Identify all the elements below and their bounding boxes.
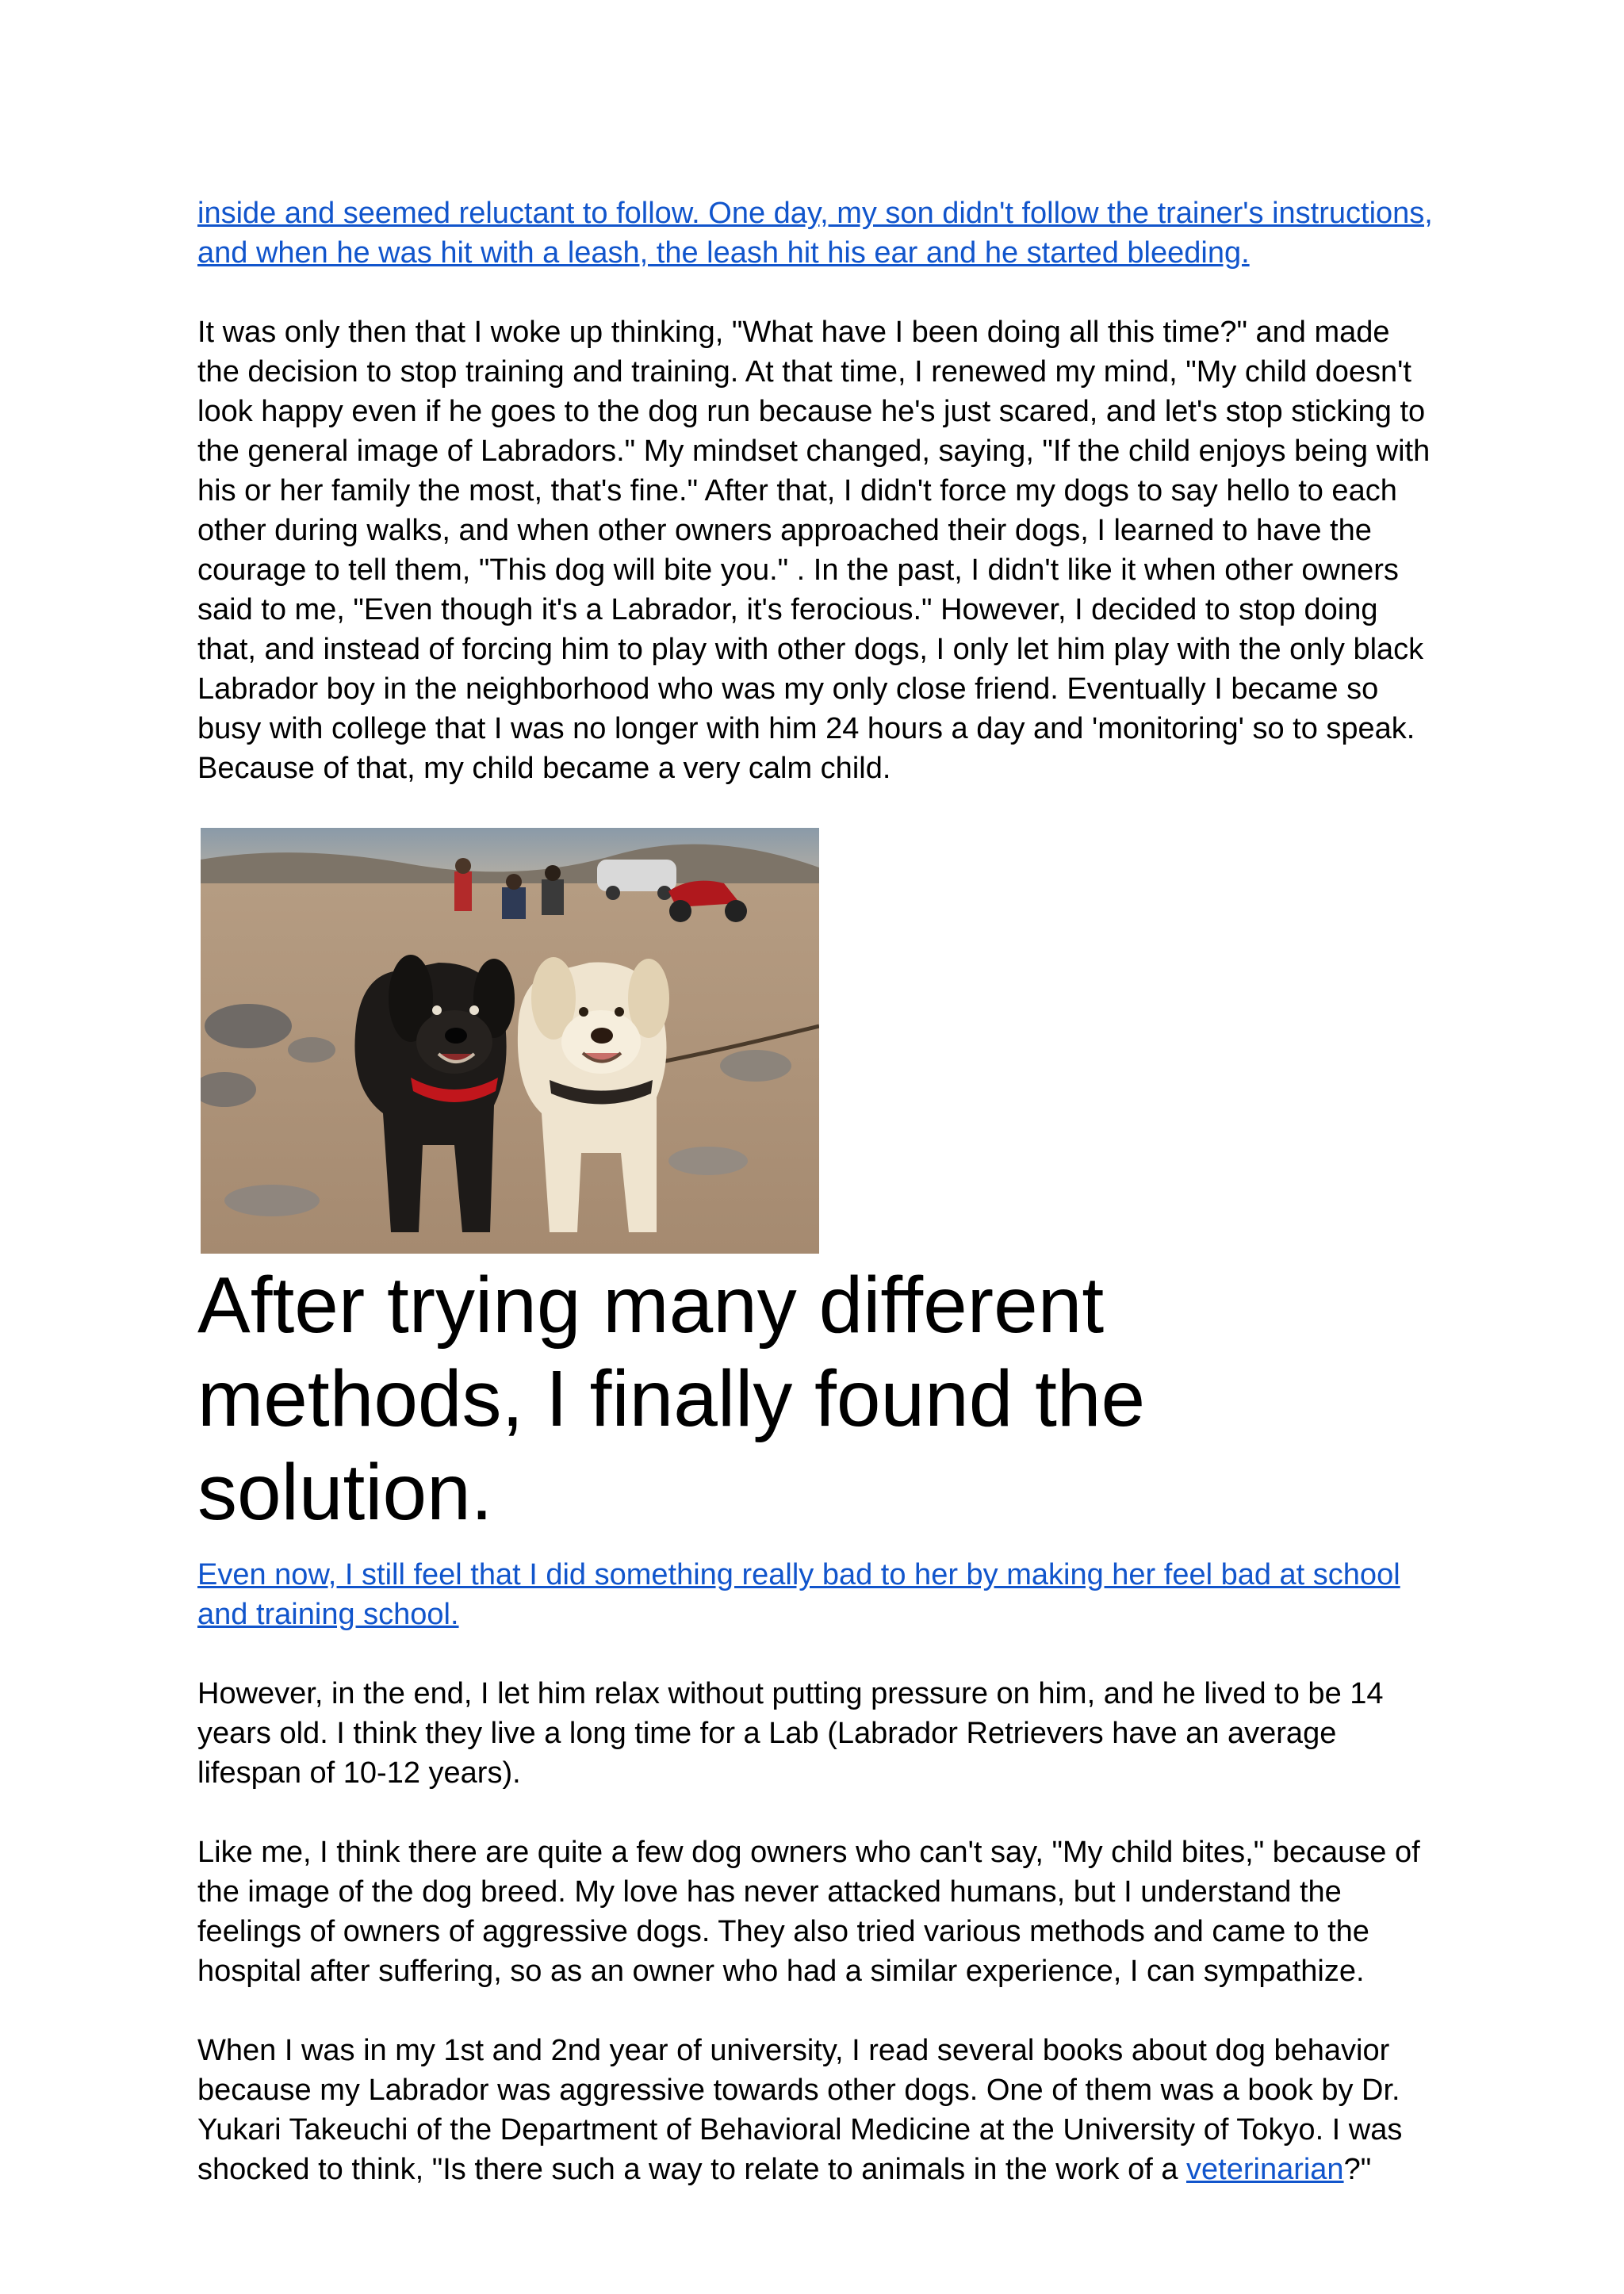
paragraph-1 [197, 193, 1434, 273]
paragraph-4: However, in the end, I let him relax without putting pressure on him, and he lived to be 14 years old. I think they live a long time for a Lab (Labrador Retrievers have an average lifespan of 10-12 years). [197, 1677, 1384, 1790]
paragraph-6-text-before: When I was in my 1st and 2nd year of university, I read several books about dog behavior because my Labrador was aggressive towards other dogs. One of them was a book by Dr. Yukari Takeuchi of the Department of Behavioral Medicine at the University of Tokyo. I was shocked to think, "Is there such a way to relate to animals in the work of a [197, 2034, 1403, 2186]
document-page [197, 193, 1434, 2229]
photo-two-labradors [201, 828, 819, 1254]
paragraph-3-link[interactable]: Even now, I still feel that I did something really bad to her by making her feel bad at school and training school. [197, 1558, 1400, 1631]
photo-two-labradors-illustration [201, 828, 819, 1254]
paragraph-3 [197, 1555, 1434, 1634]
paragraph-5: Like me, I think there are quite a few dog owners who can't say, "My child bites," because of the image of the dog breed. My love has never attacked humans, but I understand the feelings of owners of aggressive dogs. They also tried various methods and came to the hospital after suffering, so as an owner who had a similar experience, I can sympathize. [197, 1836, 1420, 1988]
paragraph-1-link[interactable]: inside and seemed reluctant to follow. One day, my son didn't follow the trainer's instructions, and when he was hit with a leash, the leash hit his ear and he started bleeding. [197, 197, 1433, 270]
paragraph-6 [197, 2031, 1434, 2189]
veterinarian-link[interactable]: veterinarian [1186, 2153, 1344, 2186]
paragraph-6-text-after: ?" [1343, 2153, 1372, 2186]
paragraph-2: It was only then that I woke up thinking, "What have I been doing all this time?" and made the decision to stop training and training. At that time, I renewed my mind, "My child doesn't look happy even if he goes to the dog run because he's just scared, and let's stop sticking to the general image of Labradors." My mindset changed, saying, "If the child enjoys being with his or her family the most, that's fine." After that, I didn't force my dogs to say hello to each other during walks, and when other owners approached their dogs, I learned to have the courage to tell them, "This dog will bite you." . In the past, I didn't like it when other owners said to me, "Even though it's a Labrador, it's ferocious." However, I decided to stop doing that, and instead of forcing him to play with other dogs, I only let him play with the only black Labrador boy in the neighborhood who was my only close friend. Eventually I became so busy with college that I was no longer with him 24 hours a day and 'monitoring' so to speak. Because of that, my child became a very calm child. [197, 316, 1431, 785]
section-heading: After trying many different methods, I finally found the solution. [197, 1261, 1146, 1537]
